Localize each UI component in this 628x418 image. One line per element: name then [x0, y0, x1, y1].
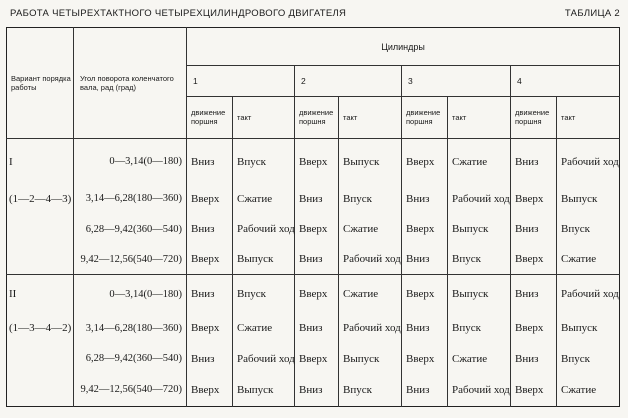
stroke-cell-cyl3: Сжатие [448, 139, 511, 184]
variant-cell-empty [7, 214, 74, 244]
stroke-cell-cyl1: Рабочий ход [233, 343, 295, 373]
stroke-header-1: такт [233, 96, 295, 139]
stroke-cell-cyl2: Сжатие [339, 275, 402, 313]
stroke-cell-cyl3: Выпуск [448, 214, 511, 244]
angle-cell: 3,14—6,28(180—360) [74, 184, 187, 214]
table-row [7, 275, 620, 313]
table-row [7, 184, 620, 214]
stroke-cell-cyl4: Рабочий ход [561, 288, 619, 301]
cylinder-3-number: 3 [402, 66, 511, 96]
piston-movement-cell-cyl4: Вверх [511, 245, 557, 275]
piston-movement-cell-cyl3: Вверх [402, 275, 448, 313]
piston-movement-cell-cyl2: Вверх [295, 343, 339, 373]
piston-movement-cell-cyl3: Вниз [402, 245, 448, 275]
variant-label: I [7, 139, 74, 184]
stroke-cell-cyl4: Впуск [561, 223, 590, 236]
piston-movement-cell-cyl4: Вверх [511, 313, 557, 343]
stroke-cell-cyl1: Сжатие [233, 313, 295, 343]
piston-movement-cell-cyl3: Вверх [402, 343, 448, 373]
piston-movement-header-1: движение поршня [187, 96, 233, 139]
variant-header: Вариант порядка работы [7, 28, 74, 139]
stroke-cell-cyl3: Выпуск [448, 275, 511, 313]
piston-movement-cell-cyl2: Вверх [295, 214, 339, 244]
stroke-cell-cyl3: Рабочий ход [448, 374, 511, 407]
table-row [7, 343, 620, 373]
piston-movement-cell-cyl3: Вверх [402, 214, 448, 244]
stroke-cell-cyl1: Сжатие [233, 184, 295, 214]
stroke-cell-cyl2: Выпуск [339, 139, 402, 184]
stroke-cell-cyl1: Выпуск [233, 245, 295, 275]
piston-movement-header-2: движение поршня [295, 96, 339, 139]
piston-movement-cell-cyl2: Вниз [295, 374, 339, 407]
piston-movement-cell-cyl2: Вниз [295, 245, 339, 275]
piston-movement-cell-cyl2: Вверх [295, 275, 339, 313]
stroke-cell-cyl3: Рабочий ход [448, 184, 511, 214]
piston-movement-cell-cyl4: Вниз [511, 275, 557, 313]
stroke-cell-cyl4: Выпуск [561, 192, 598, 205]
piston-movement-cell-cyl1: Вверх [187, 374, 233, 407]
stroke-cell-cyl2: Впуск [339, 184, 402, 214]
piston-movement-header-4: движение поршня [511, 96, 557, 139]
cylinders-header: Цилиндры [187, 28, 620, 66]
table-row [7, 374, 620, 407]
stroke-cell-cyl4: Впуск [561, 352, 590, 365]
document-title: РАБОТА ЧЕТЫРЕХТАКТНОГО ЧЕТЫРЕХЦИЛИНДРОВОГО ДВИГАТЕЛЯ [10, 8, 347, 19]
piston-movement-header-3: движение поршня [402, 96, 448, 139]
angle-cell: 6,28—9,42(360—540) [74, 343, 187, 373]
table-row [7, 245, 620, 275]
stroke-cell-cyl2: Выпуск [339, 343, 402, 373]
piston-movement-cell-cyl1: Вниз [187, 214, 233, 244]
stroke-cell-cyl1: Выпуск [233, 374, 295, 407]
table-row [7, 139, 620, 184]
cylinder-4-number: 4 [511, 66, 620, 96]
piston-movement-cell-cyl4: Вверх [511, 374, 557, 407]
piston-movement-cell-cyl3: Вниз [402, 313, 448, 343]
variant-order: (1—3—4—2) [7, 313, 74, 343]
variant-cell-empty [7, 343, 74, 373]
piston-movement-cell-cyl4: Вниз [511, 139, 557, 184]
stroke-cell-cyl1: Впуск [233, 275, 295, 313]
piston-movement-cell-cyl1: Вниз [187, 275, 233, 313]
stroke-cell-cyl3: Сжатие [448, 343, 511, 373]
table-row [7, 214, 620, 244]
angle-cell: 6,28—9,42(360—540) [74, 214, 187, 244]
stroke-cell-cyl1: Впуск [233, 139, 295, 184]
stroke-cell-cyl2: Сжатие [339, 214, 402, 244]
piston-movement-cell-cyl3: Вверх [402, 139, 448, 184]
stroke-cell-cyl4: Рабочий ход [561, 155, 619, 168]
piston-movement-cell-cyl4: Вверх [511, 184, 557, 214]
stroke-cell-cyl4: Сжатие [561, 383, 597, 396]
stroke-cell-cyl3: Впуск [448, 245, 511, 275]
piston-movement-cell-cyl2: Вниз [295, 184, 339, 214]
engine-cycle-table [6, 27, 620, 407]
stroke-cell-cyl2: Рабочий ход [339, 313, 402, 343]
angle-cell: 0—3,14(0—180) [74, 275, 187, 313]
variant-cell-empty [7, 374, 74, 407]
variant-order: (1—2—4—3) [7, 184, 74, 214]
piston-movement-cell-cyl1: Вверх [187, 184, 233, 214]
piston-movement-cell-cyl4: Вниз [511, 214, 557, 244]
angle-cell: 9,42—12,56(540—720) [74, 245, 187, 275]
stroke-cell-cyl3: Впуск [448, 313, 511, 343]
piston-movement-cell-cyl3: Вниз [402, 184, 448, 214]
stroke-cell-cyl2: Впуск [339, 374, 402, 407]
piston-movement-cell-cyl3: Вниз [402, 374, 448, 407]
piston-movement-cell-cyl1: Вниз [187, 343, 233, 373]
angle-header: Угол поворота коленчатого вала, рад (град) [74, 28, 187, 139]
stroke-header-2: такт [339, 96, 402, 139]
cylinder-2-number: 2 [295, 66, 402, 96]
variant-label: II [7, 275, 74, 313]
variant-cell-empty [7, 245, 74, 275]
stroke-header-3: такт [448, 96, 511, 139]
angle-cell: 9,42—12,56(540—720) [74, 374, 187, 407]
piston-movement-cell-cyl1: Вниз [187, 139, 233, 184]
piston-movement-cell-cyl2: Вниз [295, 313, 339, 343]
angle-cell: 3,14—6,28(180—360) [74, 313, 187, 343]
piston-movement-cell-cyl2: Вверх [295, 139, 339, 184]
cylinder-1-number: 1 [187, 66, 295, 96]
stroke-header-4: такт [557, 96, 620, 139]
stroke-cell-cyl2: Рабочий ход [339, 245, 402, 275]
table-row [7, 313, 620, 343]
table-label: ТАБЛИЦА 2 [564, 8, 620, 19]
stroke-cell-cyl4: Выпуск [561, 322, 598, 335]
piston-movement-cell-cyl4: Вниз [511, 343, 557, 373]
angle-cell: 0—3,14(0—180) [74, 139, 187, 184]
stroke-cell-cyl1: Рабочий ход [233, 214, 295, 244]
stroke-cell-cyl4: Сжатие [557, 245, 620, 275]
piston-movement-cell-cyl1: Вверх [187, 245, 233, 275]
piston-movement-cell-cyl1: Вверх [187, 313, 233, 343]
